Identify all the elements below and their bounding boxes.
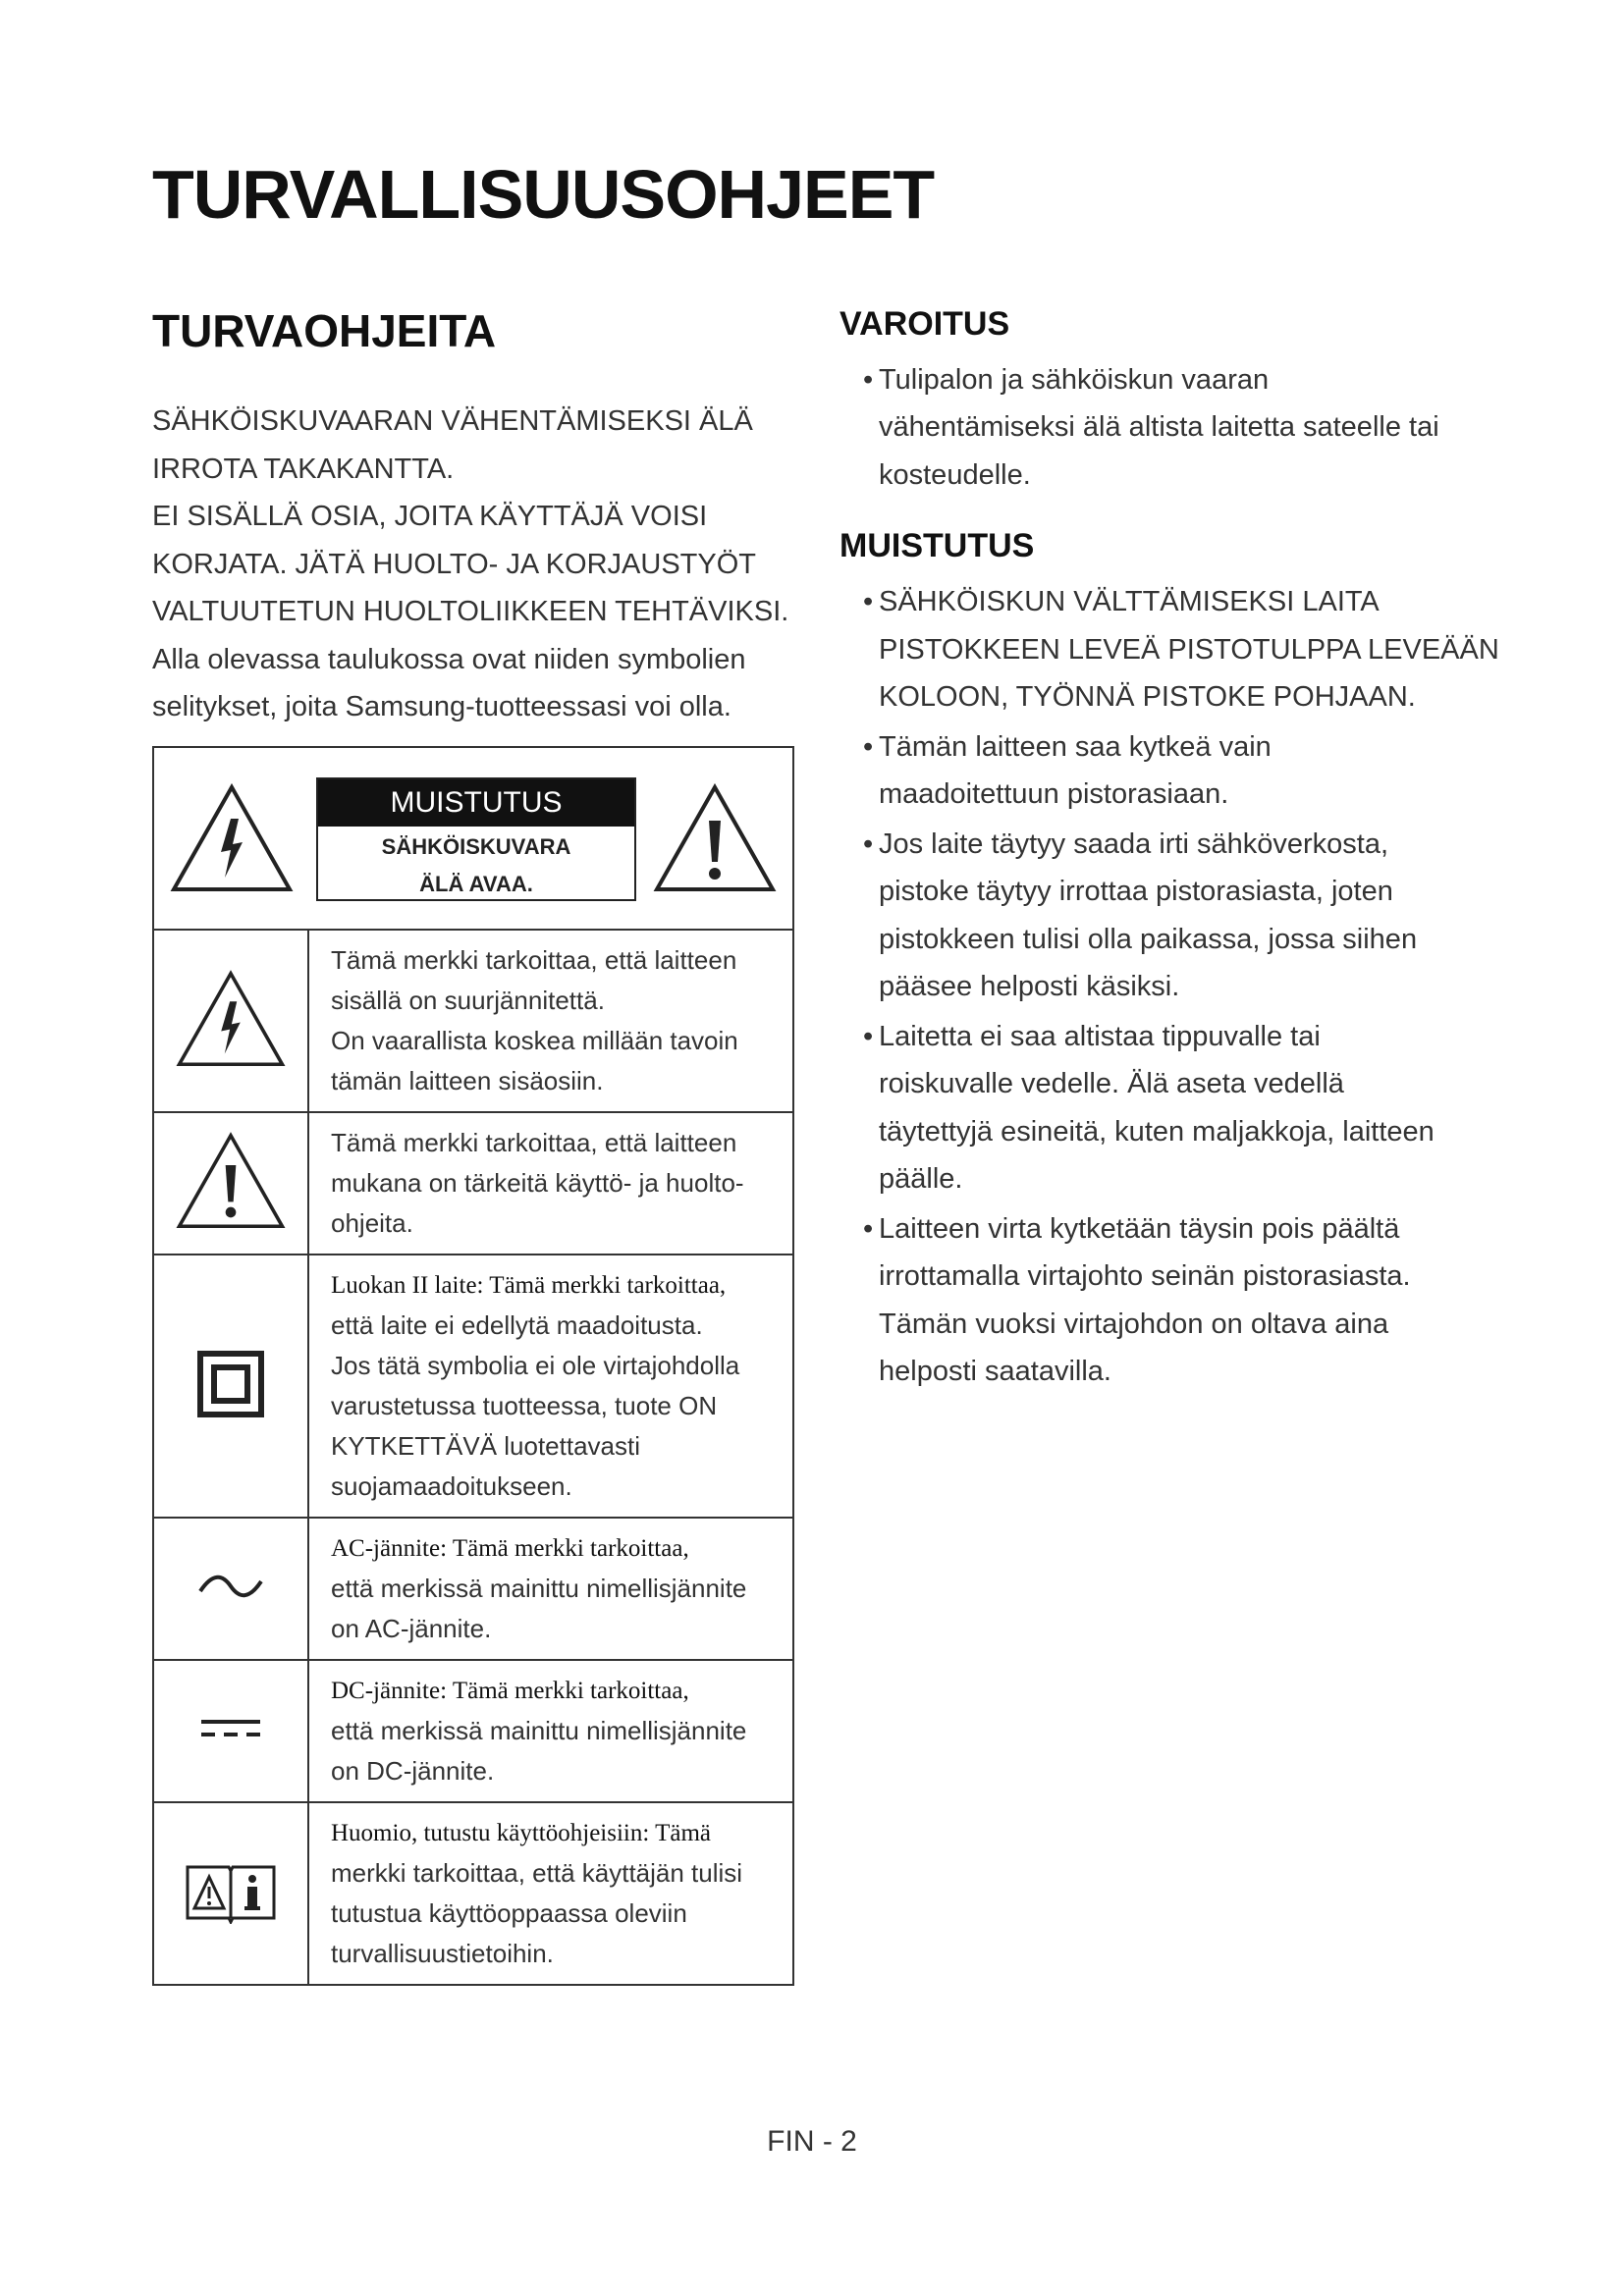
intro-line: selitykset, joita Samsung-tuotteessasi voi olla. (152, 691, 731, 723)
left-column (152, 304, 800, 731)
bullet-icon: • (863, 1020, 874, 1052)
list-item-line: roiskuvalle vedelle. Älä aseta vedellä (879, 1068, 1344, 1100)
intro-text (152, 398, 800, 731)
symbol-table (152, 746, 794, 1986)
manual-info-icon (184, 1859, 278, 1924)
bullet-icon: • (863, 586, 874, 618)
row-text-line: Jos tätä symbolia ei ole virtajohdolla (331, 1351, 740, 1380)
table-row (153, 1660, 793, 1802)
row-text-line: Tämä merkki tarkoittaa, että laitteen (331, 1128, 737, 1157)
section-heading-muistutus: MUISTUTUS (839, 527, 1035, 565)
list-item (863, 723, 1488, 819)
row-text-line: ohjeita. (331, 1208, 413, 1238)
bullet-icon: • (863, 828, 874, 860)
row-title-line: Luokan II laite: Tämä merkki tarkoittaa, (331, 1272, 727, 1299)
row-text-line: sisällä on suurjännitettä. (331, 986, 605, 1015)
caution-box-title: MUISTUTUS (318, 779, 634, 827)
row-text-line: Tämä merkki tarkoittaa, että laitteen (331, 945, 737, 975)
table-row (153, 1802, 793, 1985)
list-item-line: täytettyjä esineitä, kuten maljakkoja, laitteen (879, 1115, 1435, 1148)
intro-line: Alla olevassa taulukossa ovat niiden symbolien (152, 643, 746, 675)
row-text-line: on AC-jännite. (331, 1614, 492, 1643)
list-item-line: vähentämiseksi älä altista laitetta sateelle tai (879, 411, 1439, 444)
page-number: FIN - 2 (767, 2125, 857, 2158)
exclamation-triangle-icon (653, 783, 777, 893)
row-text-line: että merkissä mainittu nimellisjännite (331, 1716, 747, 1745)
section-heading-turvaohjeita: TURVAOHJEITA (152, 305, 497, 356)
row-text-line: KYTKETTÄVÄ luotettavasti (331, 1431, 641, 1461)
list-item-line: irrottamalla virtajohto seinän pistorasiasta. (879, 1260, 1411, 1293)
list-item-line: PISTOKKEEN LEVEÄ PISTOTULPPA LEVEÄÄN (879, 633, 1499, 666)
list-item-line: Laitetta ei saa altistaa tippuvalle tai (879, 1020, 1321, 1052)
list-item-line: maadoitettuun pistorasiaan. (879, 778, 1229, 811)
row-text-line: että merkissä mainittu nimellisjännite (331, 1574, 747, 1603)
bullet-icon: • (863, 363, 874, 396)
row-title-line: Huomio, tutustu käyttöohjeisiin: Tämä (331, 1820, 712, 1846)
list-item-line: pistokkeen tulisi olla paikassa, jossa siihen (879, 923, 1418, 955)
row-text-line: mukana on tärkeitä käyttö- ja huolto- (331, 1168, 744, 1198)
table-row (153, 1255, 793, 1518)
list-item-line: Tulipalon ja sähköiskun vaaran (879, 363, 1270, 396)
caution-box-line: ÄLÄ AVAA. (419, 872, 533, 896)
class-ii-double-square-icon (197, 1351, 264, 1417)
list-item-line: pistoke täytyy irrottaa pistorasiasta, joten (879, 876, 1393, 908)
list-item-line: pääsee helposti käsiksi. (879, 971, 1180, 1003)
row-text-line: turvallisuustietoihin. (331, 1939, 554, 1968)
list-item (863, 821, 1488, 1011)
varoitus-list (839, 356, 1488, 500)
dc-lines-icon (199, 1716, 262, 1741)
list-item-line: SÄHKÖISKUN VÄLTTÄMISEKSI LAITA (879, 586, 1380, 618)
row-text-line: tämän laitteen sisäosiin. (331, 1066, 604, 1095)
row-title-line: DC-jännite: Tämä merkki tarkoittaa, (331, 1678, 689, 1704)
intro-line: SÄHKÖISKUVAARAN VÄHENTÄMISEKSI ÄLÄ (152, 405, 753, 438)
row-text-line: varustetussa tuotteessa, tuote ON (331, 1391, 718, 1420)
list-item-line: Tämän laitteen saa kytkeä vain (879, 730, 1272, 763)
table-row (153, 1112, 793, 1255)
bullet-icon: • (863, 1212, 874, 1245)
ac-wave-icon (196, 1572, 265, 1601)
lightning-triangle-icon (170, 783, 294, 893)
caution-box (316, 777, 636, 901)
page-title: TURVALLISUUSOHJEET (152, 156, 935, 233)
exclamation-triangle-icon (176, 1132, 286, 1230)
bullet-icon: • (863, 730, 874, 763)
row-text-line: suojamaadoitukseen. (331, 1471, 572, 1501)
right-column (839, 304, 1499, 1398)
list-item-line: kosteudelle. (879, 458, 1031, 491)
row-text-line: on DC-jännite. (331, 1756, 495, 1786)
intro-line: EI SISÄLLÄ OSIA, JOITA KÄYTTÄJÄ VOISI (152, 501, 708, 533)
list-item (863, 578, 1499, 721)
intro-line: VALTUUTETUN HUOLTOLIIKKEEN TEHTÄVIKSI. (152, 596, 789, 628)
list-item-line: päälle. (879, 1163, 963, 1196)
caution-box-line: SÄHKÖISKUVARA (381, 834, 571, 859)
list-item-line: KOLOON, TYÖNNÄ PISTOKE POHJAAN. (879, 681, 1416, 714)
intro-line: KORJATA. JÄTÄ HUOLTO- JA KORJAUSTYÖT (152, 548, 756, 580)
lightning-triangle-icon (176, 970, 286, 1068)
list-item-line: Jos laite täytyy saada irti sähköverkosta, (879, 828, 1389, 860)
row-text-line: merkki tarkoittaa, että käyttäjän tulisi (331, 1858, 743, 1888)
table-row (153, 1518, 793, 1660)
table-row (153, 930, 793, 1112)
list-item-line: Tämän vuoksi virtajohdon on oltava aina (879, 1308, 1389, 1340)
muistutus-list (839, 578, 1499, 1396)
list-item (863, 356, 1488, 500)
row-title-line: AC-jännite: Tämä merkki tarkoittaa, (331, 1535, 689, 1562)
list-item (863, 1205, 1488, 1396)
row-text-line: että laite ei edellytä maadoitusta. (331, 1310, 703, 1340)
table-header-row (153, 747, 793, 930)
intro-line: IRROTA TAKAKANTTA. (152, 453, 455, 485)
row-text-line: tutustua käyttöoppaassa oleviin (331, 1898, 687, 1928)
row-text-line: On vaarallista koskea millään tavoin (331, 1026, 738, 1055)
list-item (863, 1013, 1488, 1203)
list-item-line: helposti saatavilla. (879, 1356, 1111, 1388)
list-item-line: Laitteen virta kytketään täysin pois päältä (879, 1212, 1400, 1245)
section-heading-varoitus: VAROITUS (839, 305, 1010, 343)
